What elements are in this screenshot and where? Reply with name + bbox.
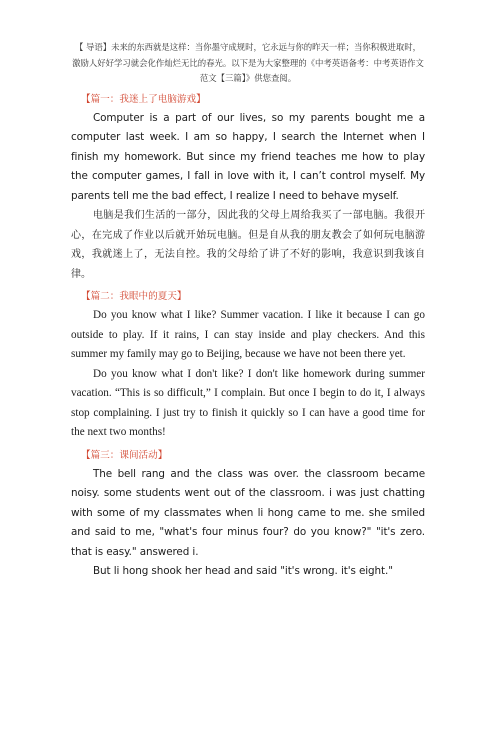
section-2 <box>71 288 425 443</box>
section-2-paragraph-1: Do you know what I like? Summer vacation. I like it because I can go outside to play. If it rains, I can stay inside and play checkers. And this summer my family may go to Beijing, because we have not been there yet. <box>71 309 425 360</box>
section-2-title: 【篇二：我眼中的夏天】 <box>81 291 187 302</box>
section-3-title: 【篇三：课间活动】 <box>81 449 168 461</box>
section-1 <box>71 91 425 285</box>
section-2-paragraph-2: Do you know what I don't like? I don't like homework during summer vacation. “This is so difficult,” I complain. But once I begin to do it, I always stop complaining. I just try to finish it quickly so I can have a good time for the next two months! <box>71 367 425 438</box>
document-page <box>0 40 496 742</box>
intro-text: 【 导语】未来的东西就是这样：当你墨守成规时，它永远与你的昨天一样；当你积极进取时，激励人好好学习就会化作灿烂无比的春光。以下是为大家整理的《中考英语备考：中考英语作文范文【三篇】》供您查阅。 <box>72 42 424 83</box>
section-3 <box>71 447 425 582</box>
section-3-paragraph-1: The bell rang and the class was over. the classroom became noisy. some students went out of the classroom. i was just chatting with some of my classmates when li hong came to me. she smiled and said to me, "what's four minus four? do you know?" "it's zero. that is easy." answered i. <box>71 467 425 558</box>
section-1-paragraph-cn: 电脑是我们生活的一部分，因此我的父母上周给我买了一部电脑。我很开心，在完成了作业以后就开始玩电脑。但是自从我的朋友教会了如何玩电脑游戏，我就迷上了，无法自控。我的父母给了讲了不好的影响，我意识到我该自律。 <box>71 210 425 280</box>
section-1-paragraph-en: Computer is a part of our lives, so my parents bought me a computer last week. I am so happy, I search the Internet when I finish my homework. But since my friend teaches me how to play the computer games, I fall in love with it, I can’t control myself. My parents tell me the bad effect, I realize I need to behave myself. <box>71 111 425 202</box>
section-1-title: 【篇一：我迷上了电脑游戏】 <box>81 93 206 105</box>
section-3-paragraph-2: But li hong shook her head and said "it's wrong. it's eight." <box>93 565 393 577</box>
